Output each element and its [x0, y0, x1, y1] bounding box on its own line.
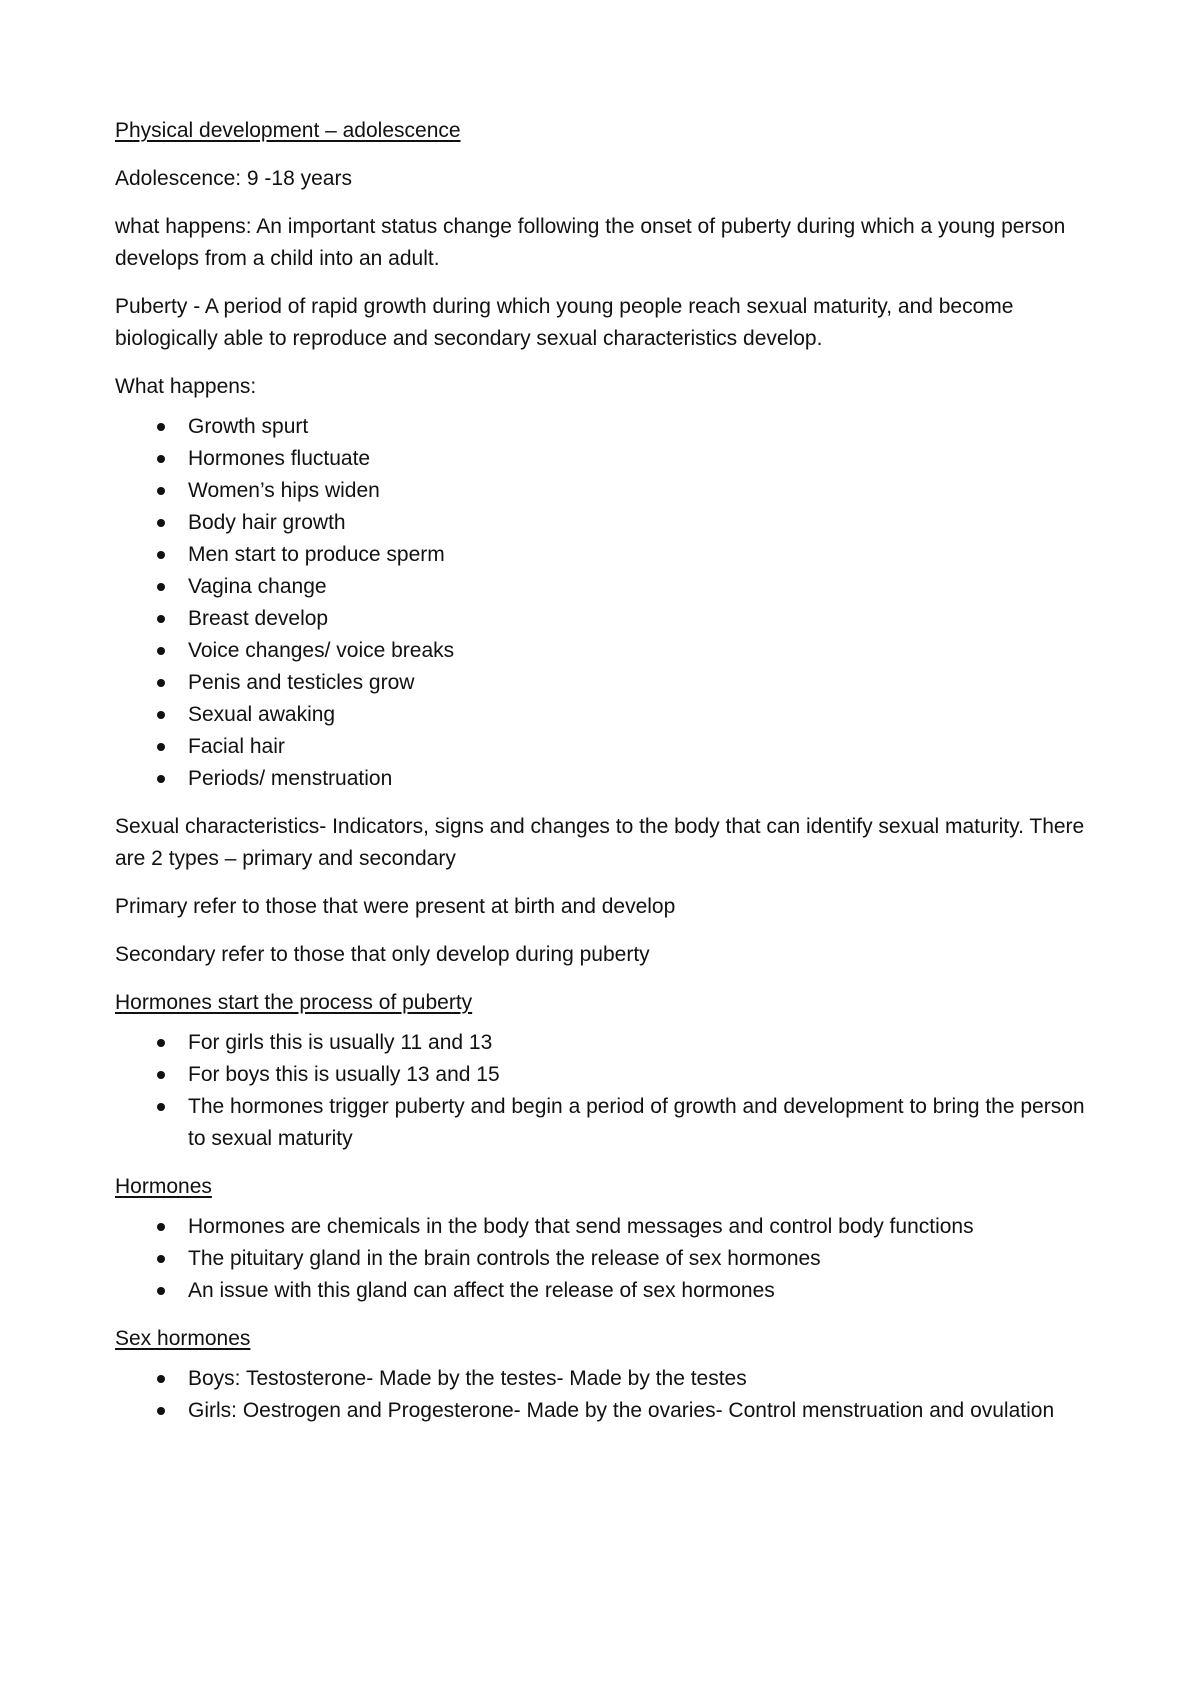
bullet-icon — [157, 711, 165, 719]
hormones-list — [115, 1211, 1095, 1307]
what-happens-heading: What happens: — [115, 375, 257, 398]
bullet-icon — [157, 679, 165, 687]
puberty-definition: Puberty - A period of rapid growth during which young people reach sexual maturity, and become biologically able to reproduce and secondary sexual characteristics develop. — [115, 295, 1014, 350]
bullet-icon — [157, 519, 165, 527]
bullet-icon — [157, 551, 165, 559]
age-range: Adolescence: 9 -18 years — [115, 167, 352, 190]
bullet-icon — [157, 1223, 165, 1231]
list-item: Sexual awaking — [115, 699, 1095, 731]
bullet-icon — [157, 583, 165, 591]
list-item: Girls: Oestrogen and Progesterone- Made by the ovaries- Control menstruation and ovulation — [115, 1395, 1095, 1427]
bullet-icon — [157, 1375, 165, 1383]
bullet-icon — [157, 1287, 165, 1295]
bullet-icon — [157, 1255, 165, 1263]
bullet-icon — [157, 743, 165, 751]
what-happens-definition: what happens: An important status change following the onset of puberty during which a young person develops from a child into an adult. — [115, 215, 1066, 270]
primary-definition: Primary refer to those that were present at birth and develop — [115, 895, 676, 918]
list-item: The hormones trigger puberty and begin a period of growth and development to bring the person to sexual maturity — [115, 1091, 1095, 1155]
list-item: For boys this is usually 13 and 15 — [115, 1059, 1095, 1091]
list-item: For girls this is usually 11 and 13 — [115, 1027, 1095, 1059]
list-item: Vagina change — [115, 571, 1095, 603]
bullet-icon — [157, 775, 165, 783]
document-page — [115, 115, 1095, 1443]
bullet-icon — [157, 1407, 165, 1415]
hormones-start-heading: Hormones start the process of puberty — [115, 991, 473, 1014]
list-item: Penis and testicles grow — [115, 667, 1095, 699]
hormones-start-list — [115, 1027, 1095, 1155]
list-item: An issue with this gland can affect the release of sex hormones — [115, 1275, 1095, 1307]
list-item: Breast develop — [115, 603, 1095, 635]
bullet-icon — [157, 487, 165, 495]
bullet-icon — [157, 455, 165, 463]
list-item: Women’s hips widen — [115, 475, 1095, 507]
bullet-icon — [157, 647, 165, 655]
list-item: The pituitary gland in the brain controls the release of sex hormones — [115, 1243, 1095, 1275]
list-item: Boys: Testosterone- Made by the testes- Made by the testes — [115, 1363, 1095, 1395]
bullet-icon — [157, 1071, 165, 1079]
secondary-definition: Secondary refer to those that only develop during puberty — [115, 943, 650, 966]
page-title: Physical development – adolescence — [115, 119, 461, 142]
sex-hormones-list — [115, 1363, 1095, 1427]
sexual-characteristics-definition: Sexual characteristics- Indicators, signs and changes to the body that can identify sexual maturity. There are 2 types – primary and secondary — [115, 815, 1085, 870]
list-item: Periods/ menstruation — [115, 763, 1095, 795]
list-item: Hormones are chemicals in the body that send messages and control body functions — [115, 1211, 1095, 1243]
list-item: Voice changes/ voice breaks — [115, 635, 1095, 667]
list-item: Growth spurt — [115, 411, 1095, 443]
hormones-heading: Hormones — [115, 1175, 212, 1198]
bullet-icon — [157, 1103, 165, 1111]
bullet-icon — [157, 1039, 165, 1047]
sex-hormones-heading: Sex hormones — [115, 1327, 251, 1350]
bullet-icon — [157, 615, 165, 623]
what-happens-list — [115, 411, 1095, 795]
list-item: Men start to produce sperm — [115, 539, 1095, 571]
bullet-icon — [157, 423, 165, 431]
list-item: Body hair growth — [115, 507, 1095, 539]
list-item: Hormones fluctuate — [115, 443, 1095, 475]
list-item: Facial hair — [115, 731, 1095, 763]
